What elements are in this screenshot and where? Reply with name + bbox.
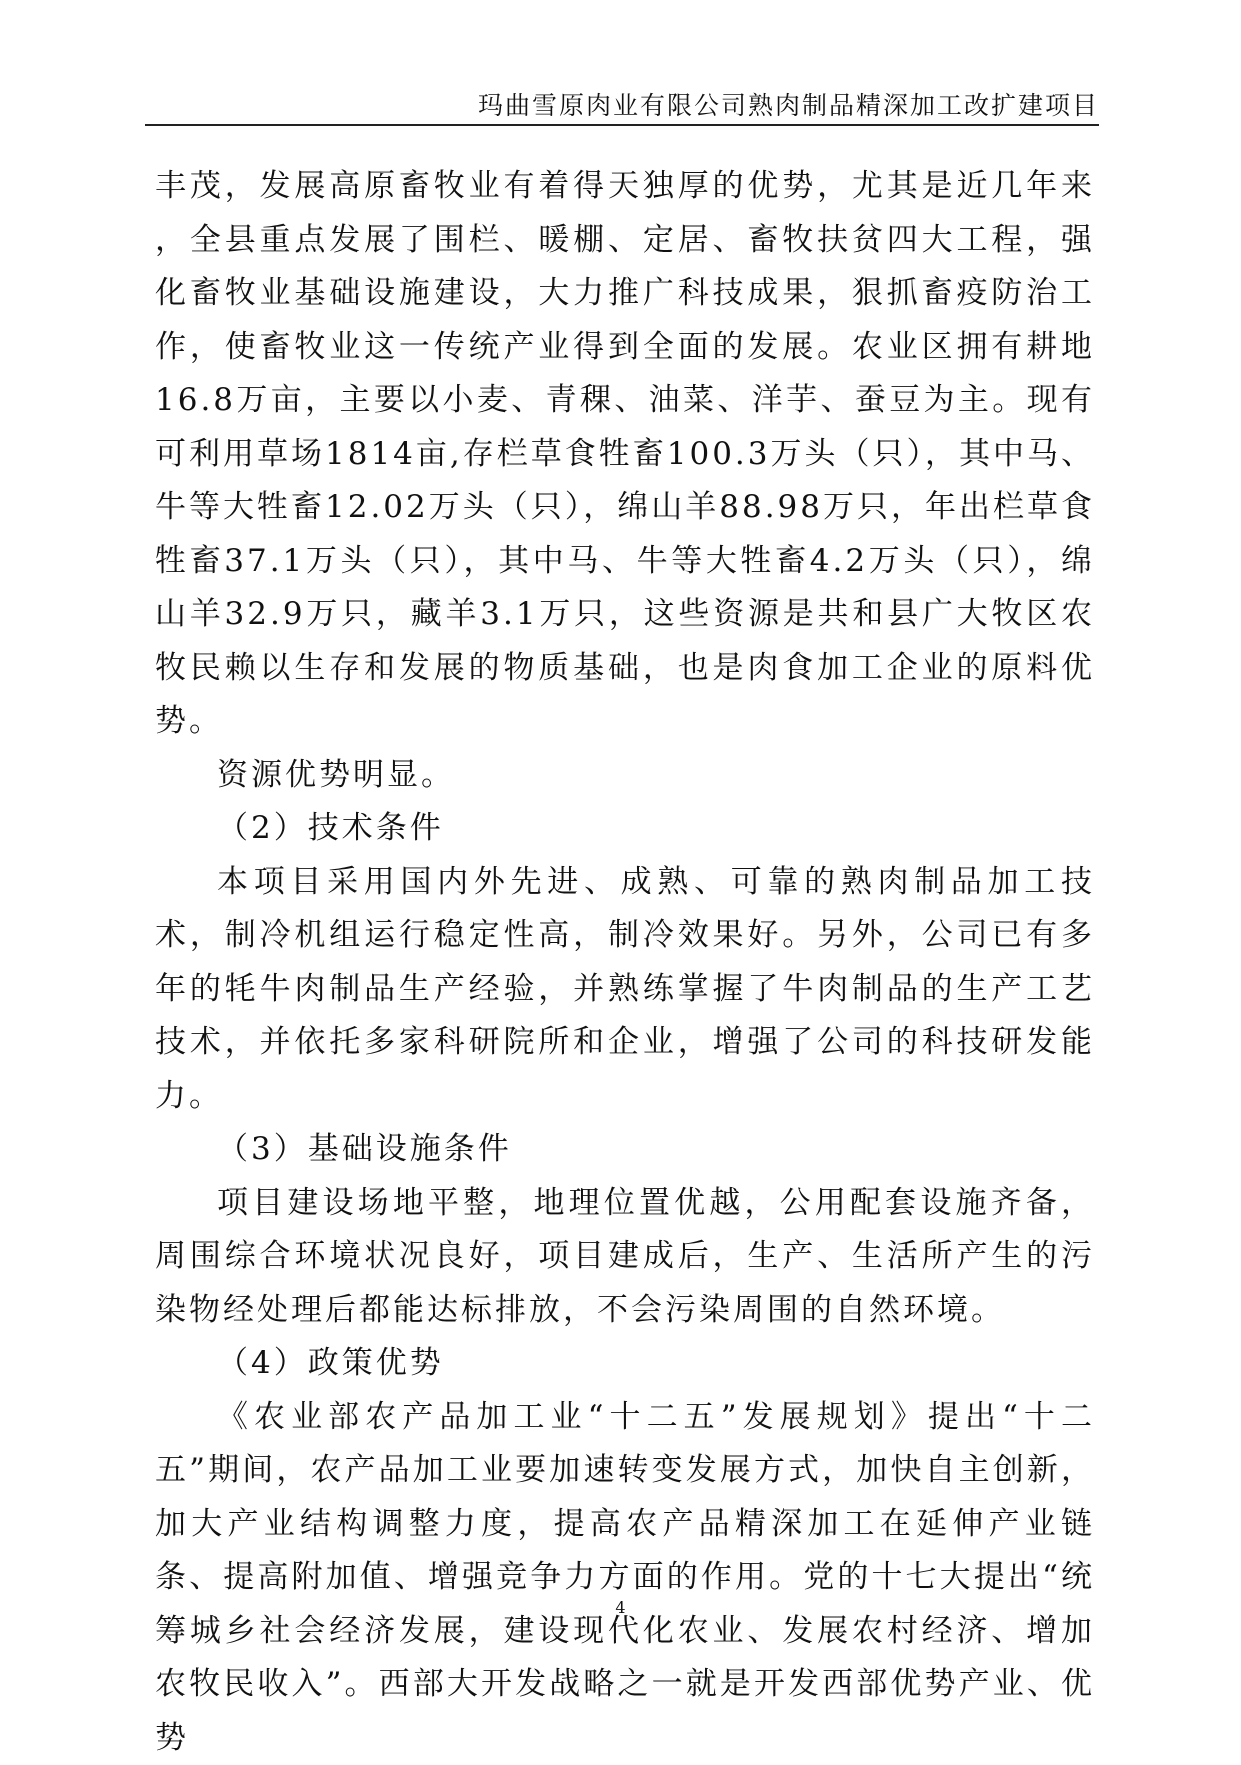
paragraph-infrastructure: 项目建设场地平整，地理位置优越，公用配套设施齐备，周围综合环境状况良好，项目建成后，生产、生活所产生的污染物经处理后都能达标排放，不会污染周围的自然环境。 xyxy=(155,1177,1095,1338)
document-title: 玛曲雪原肉业有限公司熟肉制品精深加工改扩建项目 xyxy=(478,86,1099,122)
section-heading-infrastructure: （3）基础设施条件 xyxy=(155,1123,1095,1177)
body-text xyxy=(155,160,1095,1765)
paragraph-policy-advantage: 《农业部农产品加工业“十二五”发展规划》提出“十二五”期间，农产品加工业要加速转变发展方式，加快自主创新，加大产业结构调整力度，提高农产品精深加工在延伸产业链条、提高附加值、增强竞争力方面的作用。党的十七大提出“统筹城乡社会经济发展，建设现代化农业、发展农村经济、增加农牧民收入”。西部大开发战略之一就是开发西部优势产业、优势 xyxy=(155,1391,1095,1765)
paragraph-technical-conditions: 本项目采用国内外先进、成熟、可靠的熟肉制品加工技术，制冷机组运行稳定性高，制冷效果好。另外，公司已有多年的牦牛肉制品生产经验，并熟练掌握了牛肉制品的生产工艺技术，并依托多家科研院所和企业，增强了公司的科技研发能力。 xyxy=(155,856,1095,1124)
paragraph-resource-advantage: 资源优势明显。 xyxy=(155,749,1095,803)
page-number: 4 xyxy=(0,1598,1241,1617)
section-heading-policy-advantage: （4）政策优势 xyxy=(155,1337,1095,1391)
page-header xyxy=(145,86,1099,126)
paragraph-resources: 丰茂，发展高原畜牧业有着得天独厚的优势，尤其是近几年来 ，全县重点发展了围栏、暖棚、定居、畜牧扶贫四大工程，强化畜牧业基础设施建设，大力推广科技成果，狠抓畜疫防治工作，使畜牧业这一传统产业得到全面的发展。农业区拥有耕地16.8万亩，主要以小麦、青稞、油菜、洋芋、蚕豆为主。现有可利用草场1814亩,存栏草食牲畜100.3万头（只），其中马、牛等大牲畜12.02万头（只），绵山羊88.98万只，年出栏草食牲畜37.1万头（只），其中马、牛等大牲畜4.2万头（只），绵山羊32.9万只，藏羊3.1万只，这些资源是共和县广大牧区农牧民赖以生存和发展的物质基础，也是肉食加工企业的原料优势。 xyxy=(155,160,1095,749)
section-heading-technical-conditions: （2）技术条件 xyxy=(155,802,1095,856)
